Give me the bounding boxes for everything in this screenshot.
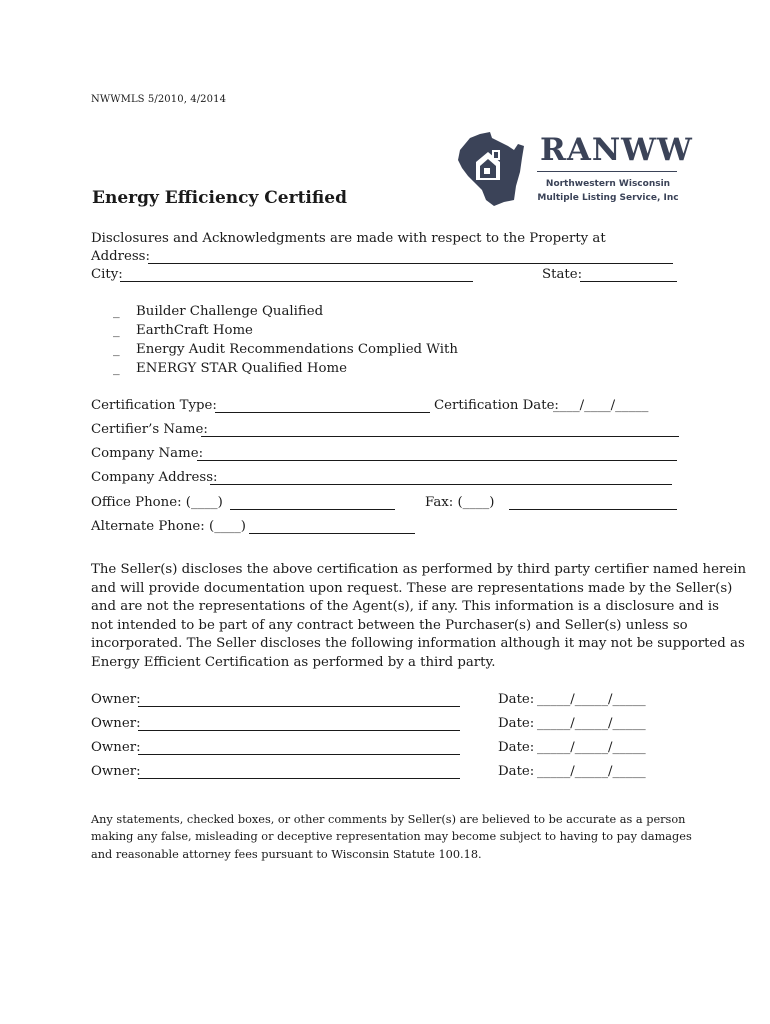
checkbox-blank[interactable]: _ (113, 342, 120, 357)
footer-line: Any statements, checked boxes, or other comments by Seller(s) are believed to be accurate as a person (91, 813, 686, 826)
office-phone-label: Office Phone: (____) (91, 495, 223, 510)
logo-subtitle-line-2: Multiple Listing Service, Inc (537, 193, 679, 203)
certifier-name-label: Certifier’s Name: (91, 422, 208, 437)
logo-divider (537, 171, 677, 172)
date-field[interactable]: _____/_____/_____ (537, 716, 646, 731)
logo-subtitle-line-1: Northwestern Wisconsin (545, 179, 671, 189)
date-label: Date: (498, 692, 535, 707)
disclosure-line: The Seller(s) discloses the above certification as performed by third party certifier named herein (91, 562, 747, 577)
address-field[interactable] (148, 263, 673, 264)
alternate-phone-label: Alternate Phone: (____) (91, 519, 246, 534)
date-field[interactable]: _____/_____/_____ (537, 764, 646, 779)
date-field[interactable]: _____/_____/_____ (537, 740, 646, 755)
company-address-field[interactable] (210, 484, 672, 485)
office-phone-field[interactable] (230, 509, 395, 510)
date-label: Date: (498, 716, 535, 731)
city-label: City: (91, 267, 123, 282)
checkbox-blank[interactable]: _ (113, 361, 120, 376)
address-label: Address: (91, 249, 150, 264)
disclosure-line: Energy Efficient Certification as performed by a third party. (91, 655, 496, 670)
certification-date-field[interactable]: ____/____/_____ (553, 398, 649, 413)
checklist-item-label: Energy Audit Recommendations Complied With (136, 342, 458, 357)
form-code: NWWMLS 5/2010, 4/2014 (91, 94, 227, 105)
owner-signature-field[interactable] (138, 730, 460, 731)
city-field[interactable] (120, 281, 473, 282)
disclosure-line: and will provide documentation upon request. These are representations made by the Seller(s) (91, 581, 733, 596)
state-field[interactable] (580, 281, 677, 282)
company-name-field[interactable] (197, 460, 677, 461)
footer-line: making any false, misleading or deceptive representation may become subject to having to pay damages (91, 830, 692, 843)
fax-label: Fax: (____) (425, 495, 495, 510)
property-intro: Disclosures and Acknowledgments are made with respect to the Property at (91, 231, 606, 246)
disclosure-line: incorporated. The Seller discloses the following information although it may not be supported as (91, 636, 745, 651)
certifier-name-field[interactable] (201, 436, 679, 437)
certification-type-field[interactable] (215, 412, 430, 413)
owner-signature-field[interactable] (138, 706, 460, 707)
certification-type-label: Certification Type: (91, 398, 217, 413)
disclosure-line: not intended to be part of any contract between the Purchaser(s) and Seller(s) unless so (91, 618, 688, 633)
company-address-label: Company Address: (91, 470, 218, 485)
wisconsin-map-house-icon (454, 128, 534, 208)
page-title: Energy Efficiency Certified (92, 188, 347, 208)
checklist-item-label: EarthCraft Home (136, 323, 253, 338)
state-label: State: (542, 267, 583, 282)
checkbox-blank[interactable]: _ (113, 323, 120, 338)
owner-label: Owner: (91, 740, 141, 755)
alternate-phone-field[interactable] (249, 533, 415, 534)
owner-signature-field[interactable] (138, 754, 460, 755)
company-name-label: Company Name: (91, 446, 204, 461)
certification-date-label: Certification Date: (434, 398, 559, 413)
disclosure-line: and are not the representations of the Agent(s), if any. This information is a disclosure and is (91, 599, 719, 614)
owner-label: Owner: (91, 716, 141, 731)
fax-field[interactable] (509, 509, 677, 510)
ranww-logo (454, 128, 693, 208)
date-label: Date: (498, 764, 535, 779)
date-label: Date: (498, 740, 535, 755)
logo-name: RANWW (540, 132, 693, 168)
owner-label: Owner: (91, 692, 141, 707)
checklist-item-label: ENERGY STAR Qualified Home (136, 361, 347, 376)
checklist-item-label: Builder Challenge Qualified (136, 304, 324, 319)
footer-line: and reasonable attorney fees pursuant to Wisconsin Statute 100.18. (91, 848, 482, 861)
checkbox-blank[interactable]: _ (113, 304, 120, 319)
date-field[interactable]: _____/_____/_____ (537, 692, 646, 707)
owner-signature-field[interactable] (138, 778, 460, 779)
owner-label: Owner: (91, 764, 141, 779)
